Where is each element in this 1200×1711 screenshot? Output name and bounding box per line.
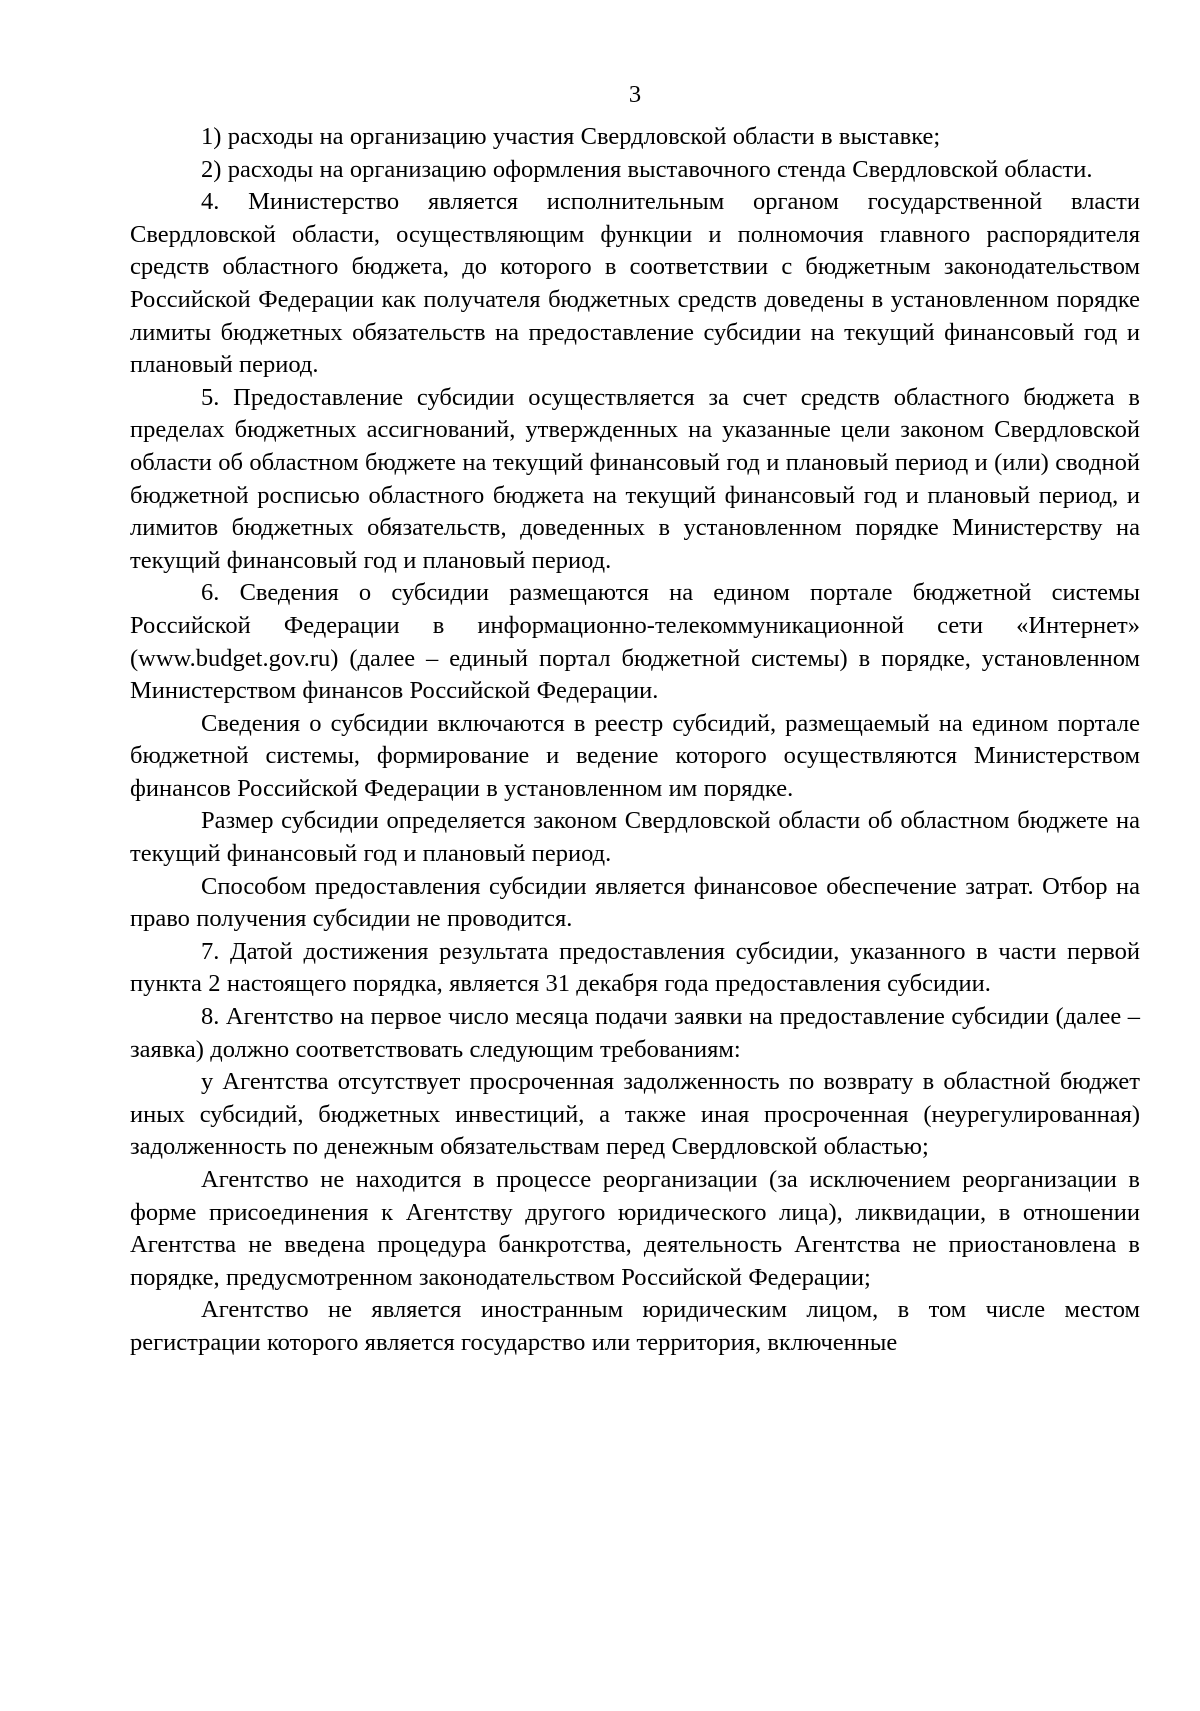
page-number: 3 bbox=[628, 81, 642, 108]
paragraph-registry: Сведения о субсидии включаются в реестр субсидий, размещаемый на едином портале бюджетной системы, формирование и ведение которого осуществляются Министерством финансов Российской Федерации в установленном им порядке. bbox=[130, 709, 1140, 802]
paragraph-expense-exhibition: 1) расходы на организацию участия Свердловской области в выставке; bbox=[201, 123, 941, 150]
paragraph-subsidy-size: Размер субсидии определяется законом Свердловской области об областном бюджете на текущий финансовый год и плановый период. bbox=[130, 807, 1140, 868]
paragraph-item-7-result-date: 7. Датой достижения результата предоставления субсидии, указанного в части первой пункта 2 настоящего порядка, является 31 декабря года предоставления субсидии. bbox=[130, 937, 1140, 998]
paragraph-item-4-ministry: 4. Министерство является исполнительным органом государственной власти Свердловской области, осуществляющим функции и полномочия главного распорядителя средств областного бюджета, до которого в соответствии с бюджетным законодательством Российской Федерации как получателя бюджетных средств доведены в установленном порядке лимиты бюджетных обязательств на предоставление субсидии на текущий финансовый год и плановый период. bbox=[130, 188, 1140, 379]
paragraph-requirement-no-reorganization: Агентство не находится в процессе реорганизации (за исключением реорганизации в форме присоединения к Агентству другого юридического лица), ликвидации, в отношении Агентства не введена процедура банкротства, деятельность Агентства не приостановлена в порядке, предусмотренном законодательством Российской Федерации; bbox=[130, 1166, 1140, 1291]
paragraph-item-8-requirements: 8. Агентство на первое число месяца подачи заявки на предоставление субсидии (далее – заявка) должно соответствовать следующим требованиям: bbox=[130, 1003, 1140, 1063]
paragraph-method: Способом предоставления субсидии является финансовое обеспечение затрат. Отбор на право получения субсидии не проводится. bbox=[130, 872, 1140, 933]
paragraph-item-6-portal: 6. Сведения о субсидии размещаются на едином портале бюджетной системы Российской Федерации в информационно-телекоммуникационной сети «Интернет» (www.budget.gov.ru) (далее – единый портал бюджетной системы) в порядке, установленном Министерством финансов Российской Федерации. bbox=[130, 579, 1140, 705]
paragraph-item-5-funding: 5. Предоставление субсидии осуществляется за счет средств областного бюджета в пределах бюджетных ассигнований, утвержденных на указанные цели законом Свердловской области об областном бюджете на текущий финансовый год и плановый период и (или) сводной бюджетной росписью областного бюджета на текущий финансовый год и плановый период, и лимитов бюджетных обязательств, доведенных в установленном порядке Министерству на текущий финансовый год и плановый период. bbox=[130, 383, 1140, 574]
paragraph-expense-stand: 2) расходы на организацию оформления выставочного стенда Свердловской области. bbox=[201, 155, 1093, 183]
paragraph-requirement-no-debt: у Агентства отсутствует просроченная задолженность по возврату в областной бюджет иных субсидий, бюджетных инвестиций, а также иная просроченная (неурегулированная) задолженность по денежным обязательствам перед Свердловской областью; bbox=[130, 1068, 1140, 1161]
document-body bbox=[130, 121, 1140, 1360]
paragraph-requirement-not-foreign: Агентство не является иностранным юридическим лицом, в том числе местом регистрации которого является государство или территория, включенные bbox=[130, 1296, 1140, 1356]
